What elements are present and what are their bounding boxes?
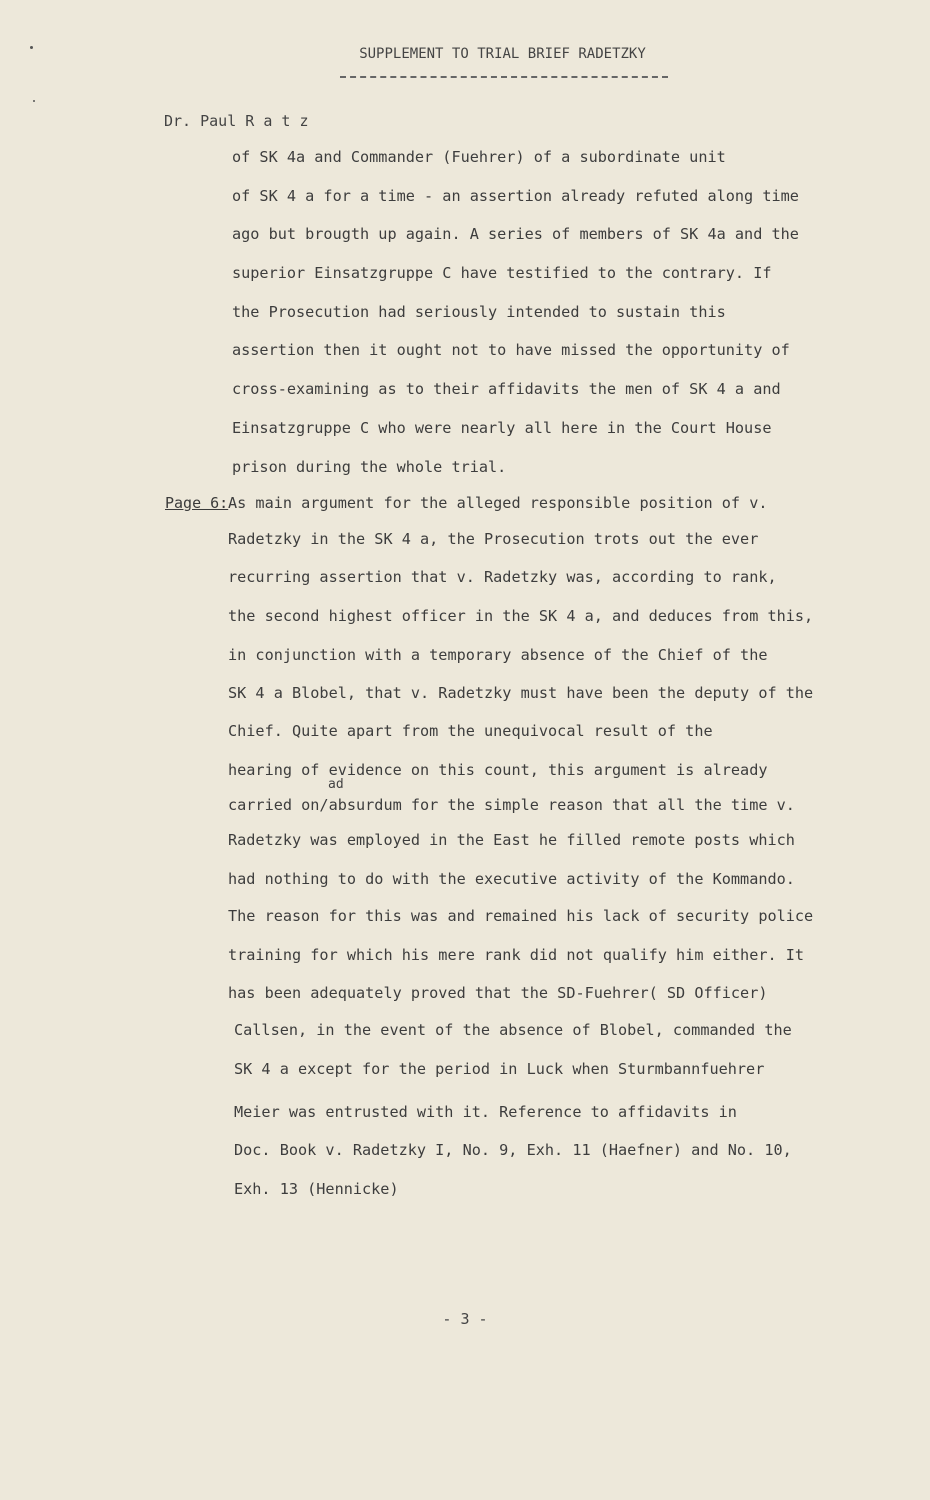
interlinear-insertion: ad [328,777,344,792]
text-line: As main argument for the alleged responsible position of v. [228,494,768,512]
text-line: SK 4 a Blobel, that v. Radetzky must have been the deputy of the [228,684,814,702]
text-line: Radetzky was employed in the East he filled remote posts which [228,831,795,849]
text-line: of SK 4a and Commander (Fuehrer) of a subordinate unit [232,148,726,166]
text-line: recurring assertion that v. Radetzky was, according to rank, [228,568,777,586]
text-line: the second highest officer in the SK 4 a, and deduces from this, [228,607,814,625]
text-line: carried on/absurdum for the simple reason that all the time v. [228,796,795,814]
author-line: Dr. Paul R a t z [164,112,309,130]
page-number: - 3 - [442,1310,488,1328]
text-line: ago but brougth up again. A series of members of SK 4a and the [232,225,799,243]
text-line: Callsen, in the event of the absence of Blobel, commanded the [234,1021,792,1039]
text-line: Meier was entrusted with it. Reference to affidavits in [234,1103,737,1121]
text-line: Exh. 13 (Hennicke) [234,1180,399,1198]
text-line: The reason for this was and remained his lack of security police [228,907,814,925]
text-line: hearing of evidence on this count, this argument is already [228,761,768,779]
text-line: SK 4 a except for the period in Luck when Sturmbannfuehrer [234,1060,765,1078]
text-line: Radetzky in the SK 4 a, the Prosecution trots out the ever [228,530,759,548]
text-line: Doc. Book v. Radetzky I, No. 9, Exh. 11 (Haefner) and No. 10, [234,1141,792,1159]
document-title: SUPPLEMENT TO TRIAL BRIEF RADETZKY [359,46,646,62]
text-line: has been adequately proved that the SD-Fuehrer( SD Officer) [228,984,768,1002]
margin-speck [33,100,35,102]
page-reference: Page 6: [165,494,229,512]
text-line: had nothing to do with the executive activity of the Kommando. [228,870,795,888]
title-underline [340,76,668,78]
text-line: of SK 4 a for a time - an assertion already refuted along time [232,187,799,205]
text-line: Chief. Quite apart from the unequivocal result of the [228,722,713,740]
text-line: prison during the whole trial. [232,458,507,476]
text-line: training for which his mere rank did not qualify him either. It [228,946,805,964]
text-line: in conjunction with a temporary absence of the Chief of the [228,646,768,664]
text-line: cross-examining as to their affidavits the men of SK 4 a and [232,380,781,398]
text-line: superior Einsatzgruppe C have testified to the contrary. If [232,264,772,282]
text-line: Einsatzgruppe C who were nearly all here in the Court House [232,419,772,437]
text-line: assertion then it ought not to have missed the opportunity of [232,341,790,359]
text-line: the Prosecution had seriously intended to sustain this [232,303,726,321]
